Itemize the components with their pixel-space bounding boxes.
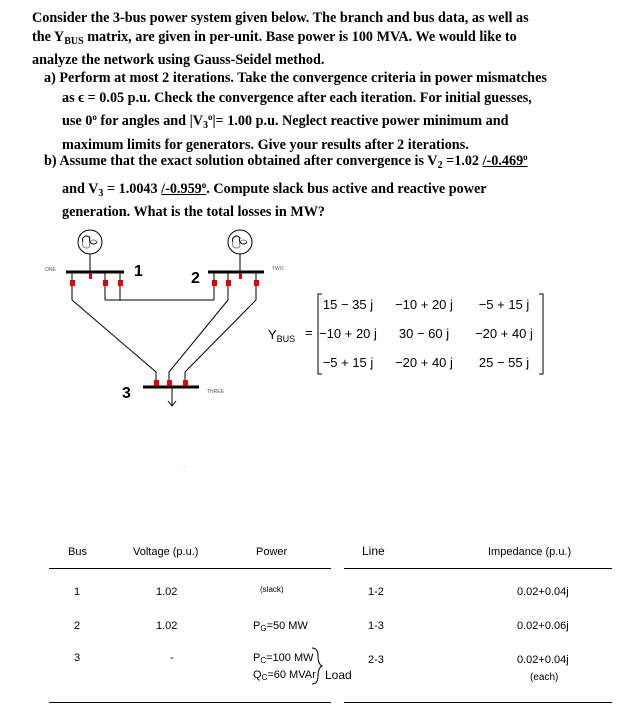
bus-3-number: 3 [122, 385, 131, 402]
bus-row-2-voltage: 1.02 [156, 620, 178, 632]
part-a-line-2: as ϵ = 0.05 p.u. Check the convergence after each iteration. For initial guesses, [62, 89, 532, 106]
bus-1-tag: ONE [45, 267, 56, 273]
ybus-cell: 15 − 35 j [322, 297, 374, 312]
bus-table-bottom-rule [49, 702, 331, 703]
bus-table-header-voltage: Voltage (p.u.) [133, 546, 199, 558]
bus-table-header-bus: Bus [68, 546, 87, 558]
line-row-2-line: 1-3 [368, 620, 384, 632]
bus-row-3-bus: 3 [74, 652, 81, 664]
line-row-1-line: 1-2 [368, 586, 384, 598]
ybus-cell: −10 + 20 j [395, 297, 453, 312]
ybus-cell: −10 + 20 j [319, 326, 377, 341]
ybus-cell: −5 + 15 j [322, 355, 374, 370]
bus-2-tag: TWO [272, 266, 284, 272]
bus-row-3-active-load: PC=100 MW [253, 652, 314, 665]
load-label: Load [325, 668, 352, 682]
ybus-cell: −5 + 15 j [478, 297, 530, 312]
part-a-line-4: maximum limits for generators. Give your results after 2 iterations. [62, 136, 469, 153]
part-a-line-3: use 0$^o$ for angles and $|V_3^o|= 1.00$ p.u. Neglect reactive power minimum and [62, 112, 509, 131]
bus-row-1-bus: 1 [74, 586, 81, 598]
line-table-header-line: Line [362, 544, 385, 558]
bus-row-3-reactive-load: QC=60 MVAr [253, 669, 316, 682]
bus-row-2-bus: 2 [74, 620, 81, 632]
part-b-line-3: generation. What is the total losses in MW? [62, 204, 325, 220]
bus-row-1-voltage: 1.02 [156, 586, 178, 598]
bus-1-number: 1 [134, 263, 143, 280]
bus-row-2-power: PG=50 MW [253, 620, 308, 633]
line-row-3-note: (each) [530, 672, 559, 683]
intro-line-1: Consider the 3-bus power system given below. The branch and bus data, as well as [32, 10, 529, 26]
ybus-equals: = [305, 325, 313, 340]
line-table-header-rule [344, 568, 612, 569]
bus-table-header-rule [49, 568, 331, 569]
ybus-cell: 30 − 60 j [398, 326, 450, 341]
bus-row-3-voltage: - [170, 652, 174, 664]
line-row-3-impedance: 0.02+0.04j [517, 654, 569, 666]
intro-line-2: the $Y_{BUS}$ matrix, are given in per-unit. Base power is 100 MVA. We would like to [32, 29, 517, 47]
ybus-cell: 25 − 55 j [478, 355, 530, 370]
bus-2-number: 2 [191, 270, 200, 287]
bus-table-header-power: Power [256, 546, 288, 558]
generator-1-icon [78, 230, 102, 272]
bus-3-tag: THREE [207, 389, 224, 395]
ybus-cell: −20 + 40 j [475, 326, 533, 341]
intro-line-3: analyze the network using Gauss-Seidel method. [32, 52, 325, 68]
line-row-2-impedance: 0.02+0.06j [517, 620, 569, 632]
part-b-line-2: and $V_3 = 1.0043$ /-0.959$^o$. Compute slack bus active and reactive power [62, 179, 487, 199]
generator-2-icon [228, 230, 252, 272]
breakers [70, 273, 259, 386]
part-b-line-1: b) Assume that the exact solution obtained after convergence is $V_2 =1.02$ /-0.469$^o$ [44, 152, 528, 171]
ybus-label: $Y_{BUS}$ [268, 327, 296, 344]
bus-row-1-power: (slack) [260, 585, 284, 594]
part-a-line-1: a) Perform at most 2 iterations. Take the convergence criteria in power mismatches [44, 70, 547, 86]
line-table-header-impedance: Impedance (p.u.) [488, 546, 572, 558]
faint-mark: · · [180, 464, 186, 470]
line-row-3-line: 2-3 [368, 654, 384, 666]
ybus-matrix [268, 294, 543, 374]
line-row-1-impedance: 0.02+0.04j [517, 586, 569, 598]
line-table-bottom-rule [344, 702, 612, 703]
ybus-cell: −20 + 40 j [395, 355, 453, 370]
